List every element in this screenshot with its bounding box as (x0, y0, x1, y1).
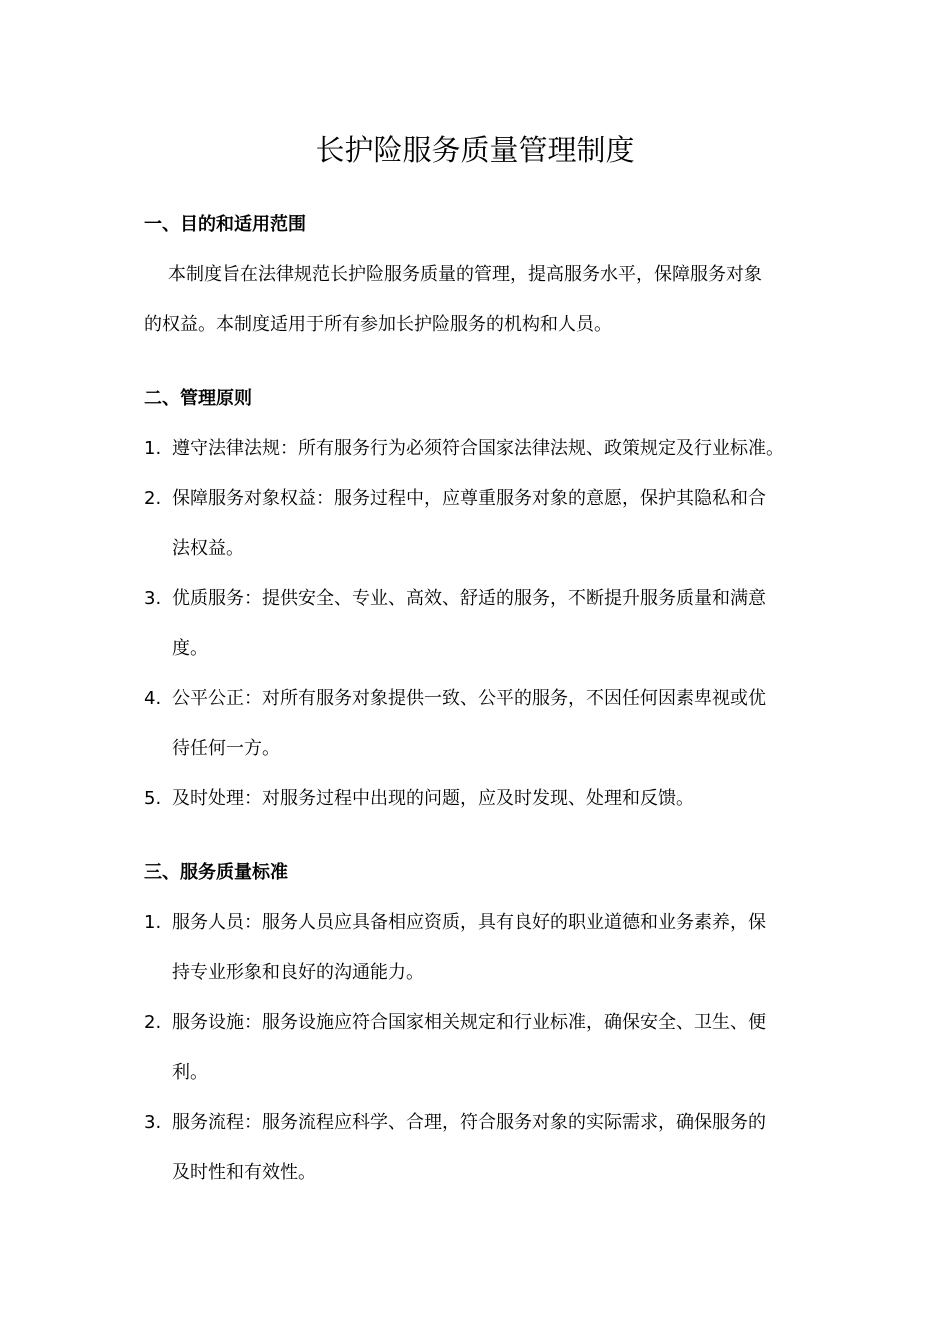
list-item-number: 2. (144, 1012, 162, 1033)
document-title: 长护险服务质量管理制度 (315, 133, 635, 167)
list-item-text: 待任何一方。 (172, 738, 280, 759)
section-heading-standards: 三、服务质量标准 (144, 862, 288, 883)
list-item-number: 3. (144, 1112, 162, 1133)
list-item-number: 3. (144, 588, 162, 609)
list-item-number: 1. (144, 438, 162, 459)
list-item-text: 利。 (172, 1062, 208, 1083)
list-item-text: 公平公正：对所有服务对象提供一致、公平的服务，不因任何因素卑视或优 (172, 688, 766, 709)
list-item-text: 服务人员：服务人员应具备相应资质，具有良好的职业道德和业务素养，保 (172, 912, 766, 933)
list-item-text: 及时处理：对服务过程中出现的问题，应及时发现、处理和反馈。 (172, 788, 694, 809)
list-item-number: 1. (144, 912, 162, 933)
paragraph-line: 的权益。本制度适用于所有参加长护险服务的机构和人员。 (144, 314, 612, 335)
list-item-number: 4. (144, 688, 162, 709)
list-item-text: 保障服务对象权益：服务过程中，应尊重服务对象的意愿，保护其隐私和合 (172, 488, 766, 509)
list-item-number: 2. (144, 488, 162, 509)
list-item-text: 度。 (172, 638, 208, 659)
section-heading-purpose: 一、目的和适用范围 (144, 214, 306, 235)
list-item-text: 优质服务：提供安全、专业、高效、舒适的服务，不断提升服务质量和满意 (172, 588, 766, 609)
list-item-text: 服务设施：服务设施应符合国家相关规定和行业标准，确保安全、卫生、便 (172, 1012, 766, 1033)
list-item-text: 持专业形象和良好的沟通能力。 (172, 962, 424, 983)
list-item-number: 5. (144, 788, 162, 809)
paragraph-line: 本制度旨在法律规范长护险服务质量的管理，提高服务水平，保障服务对象 (168, 264, 762, 285)
list-item-text: 服务流程：服务流程应科学、合理，符合服务对象的实际需求，确保服务的 (172, 1112, 766, 1133)
section-heading-principles: 二、管理原则 (144, 388, 252, 409)
list-item-text: 遵守法律法规：所有服务行为必须符合国家法律法规、政策规定及行业标准。 (172, 438, 784, 459)
list-item-text: 及时性和有效性。 (172, 1162, 316, 1183)
list-item-text: 法权益。 (172, 538, 244, 559)
